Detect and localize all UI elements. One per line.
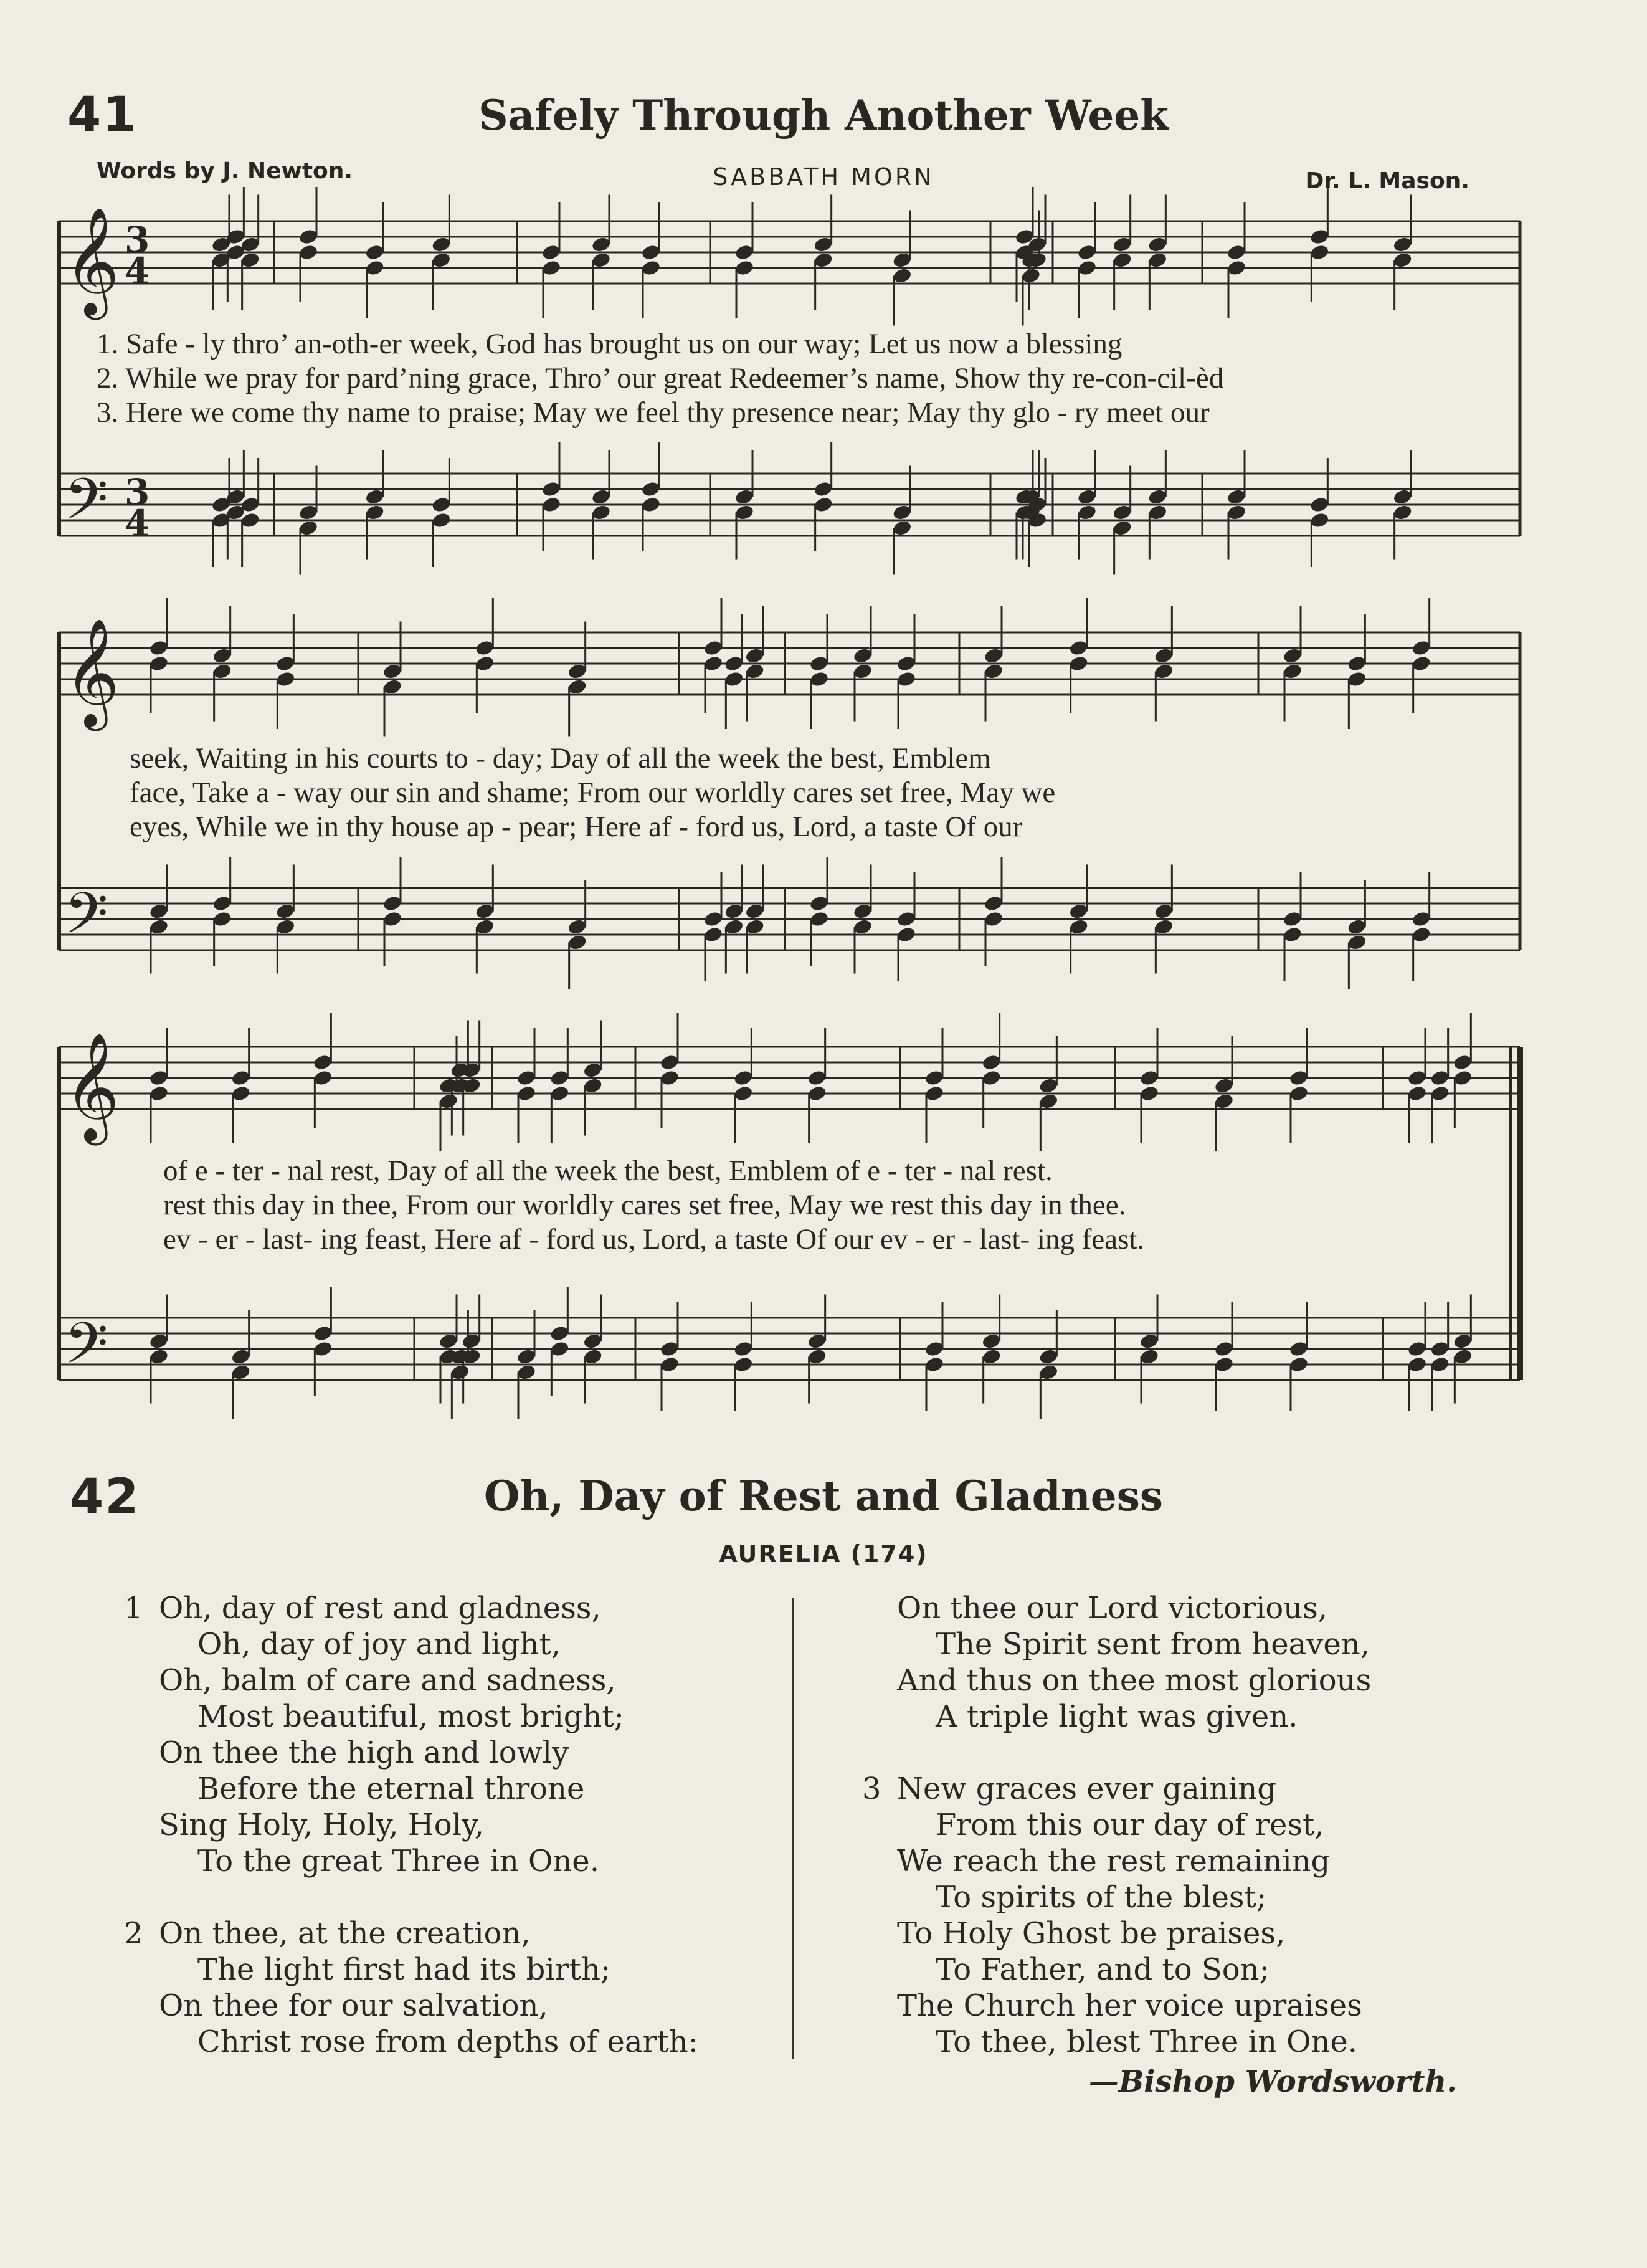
treble-staff <box>59 221 1520 284</box>
tune-name: AURELIA (174) <box>719 1540 928 1568</box>
hymn-number: 42 <box>70 1469 140 1525</box>
lyric-line: 3. Here we come thy name to praise; May we feel thy presence near; May thy glo - ry meet our <box>97 396 1210 429</box>
hymn-title: Safely Through Another Week <box>478 91 1169 140</box>
tune-name: SABBATH MORN <box>713 163 934 191</box>
stanza: 3 New graces ever gaining From this our day of rest, We reach the rest remaining To spirits of the blest; To Holy Ghost be praises, To Father, and to Son; The Church her voice upraises To thee, blest Three in One. <box>862 1771 1362 2059</box>
poem-right-column <box>862 1590 1372 2060</box>
stanza: 2 On thee, at the creation, The light first had its birth; On thee for our salvation, Christ rose from depths of earth: <box>124 1916 698 2059</box>
treble-clef-icon: 𝄞 <box>64 1032 120 1141</box>
lyric-line: face, Take a - way our sin and shame; From our worldly cares set free, May we <box>130 776 1056 809</box>
lyric-line: eyes, While we in thy house ap - pear; Here af - ford us, Lord, a taste Of our <box>130 811 1023 843</box>
music-credit: Dr. L. Mason. <box>1305 168 1469 194</box>
author-credit: —Bishop Wordsworth. <box>1088 2064 1457 2099</box>
lyric-line: 1. Safe - ly thro’ an-oth-er week, God has brought us on our way; Let us now a blessing <box>97 328 1123 360</box>
stanza: 1 Oh, day of rest and gladness, Oh, day of joy and light, Oh, balm of care and sadness, Most beautiful, most bright; On thee the high and lowly Before the eternal throne Sing Holy, Holy, Holy, To the great Three in One. <box>124 1591 624 1879</box>
words-credit: Words by J. Newton. <box>97 158 353 184</box>
hymn-title: Oh, Day of Rest and Gladness <box>483 1472 1164 1520</box>
bass-clef-icon: 𝄢 <box>64 1310 108 1390</box>
lyric-line: ev - er - last- ing feast, Here af - ford us, Lord, a taste Of our ev - er - last- ing feast. <box>163 1223 1145 1256</box>
lyric-line: 2. While we pray for pard’ning grace, Thro’ our great Redeemer’s name, Show thy re-con-cil-èd <box>97 362 1224 394</box>
lyric-line: of e - ter - nal rest, Day of all the week the best, Emblem of e - ter - nal rest. <box>163 1155 1053 1187</box>
svg-text:3: 3 <box>125 471 150 513</box>
time-signature-bottom: 4 <box>125 250 150 292</box>
stanza-number: 1 <box>124 1591 143 1626</box>
treble-clef-icon: 𝄞 <box>64 207 120 315</box>
lyric-line: rest this day in thee, From our worldly cares set free, May we rest this day in thee. <box>163 1189 1126 1221</box>
stanza: On thee our Lord victorious, The Spirit sent from heaven, And thus on thee most glorious A triple light was given. <box>897 1591 1372 1734</box>
poem-left-column <box>124 1590 698 2060</box>
column-divider <box>792 1598 794 2059</box>
bass-clef-icon: 𝄢 <box>64 466 108 546</box>
stanza-number: 3 <box>862 1771 881 1806</box>
lyric-line: seek, Waiting in his courts to - day; Day of all the week the best, Emblem <box>130 742 991 774</box>
bass-clef-icon: 𝄢 <box>64 880 108 960</box>
treble-clef-icon: 𝄞 <box>64 618 120 727</box>
time-signature-top: 3 <box>125 219 150 261</box>
svg-text:4: 4 <box>125 502 150 545</box>
stanza-number: 2 <box>124 1916 143 1951</box>
bass-staff <box>59 474 1520 536</box>
hymn-number: 41 <box>67 87 138 143</box>
